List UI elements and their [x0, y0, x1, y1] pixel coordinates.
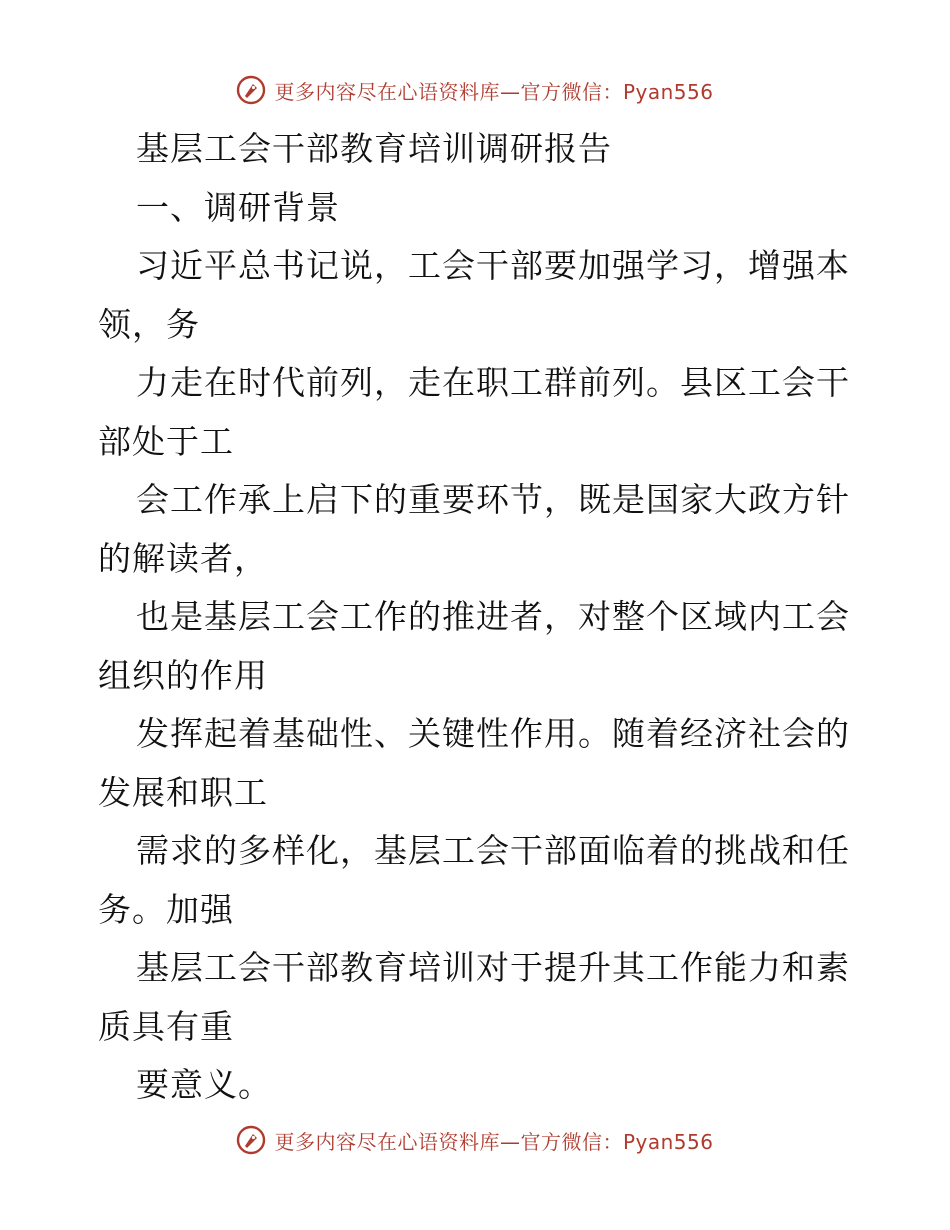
paragraph-line: 会工作承上启下的重要环节，既是国家大政方针 [136, 480, 850, 519]
banner-text: 更多内容尽在心语资料库—官方微信：Pyan556 [274, 79, 714, 104]
paragraph-line: 基层工会干部教育培训对于提升其工作能力和素 [136, 948, 850, 987]
paragraph-line: 要意义。 [136, 1065, 272, 1104]
header-watermark-banner [0, 70, 950, 110]
pen-nib-logo-icon [236, 75, 266, 105]
paragraph-line: 发展和职工 [98, 772, 268, 812]
footer-watermark-banner [0, 1120, 950, 1160]
document-title: 基层工会干部教育培训调研报告 [136, 129, 612, 168]
paragraph-line: 也是基层工会工作的推进者，对整个区域内工会 [136, 597, 850, 636]
paragraph-line: 力走在时代前列，走在职工群前列。县区工会干 [136, 363, 850, 402]
paragraph-line: 的解读者， [98, 538, 268, 578]
paragraph-line: 部处于工 [98, 421, 234, 461]
paragraph-line: 习近平总书记说，工会干部要加强学习，增强本 [136, 246, 850, 285]
banner-text: 更多内容尽在心语资料库—官方微信：Pyan556 [274, 1129, 714, 1154]
document-body [98, 120, 858, 1115]
section-heading: 一、调研背景 [136, 187, 340, 227]
paragraph-line: 组织的作用 [98, 655, 268, 695]
pen-nib-logo-icon [236, 1125, 266, 1155]
paragraph-line: 质具有重 [98, 1006, 234, 1046]
paragraph-line: 务。加强 [98, 889, 234, 929]
paragraph-line: 发挥起着基础性、关键性作用。随着经济社会的 [136, 714, 850, 753]
paragraph-line: 领，务 [98, 304, 200, 344]
paragraph-line: 需求的多样化，基层工会干部面临着的挑战和任 [136, 831, 850, 870]
